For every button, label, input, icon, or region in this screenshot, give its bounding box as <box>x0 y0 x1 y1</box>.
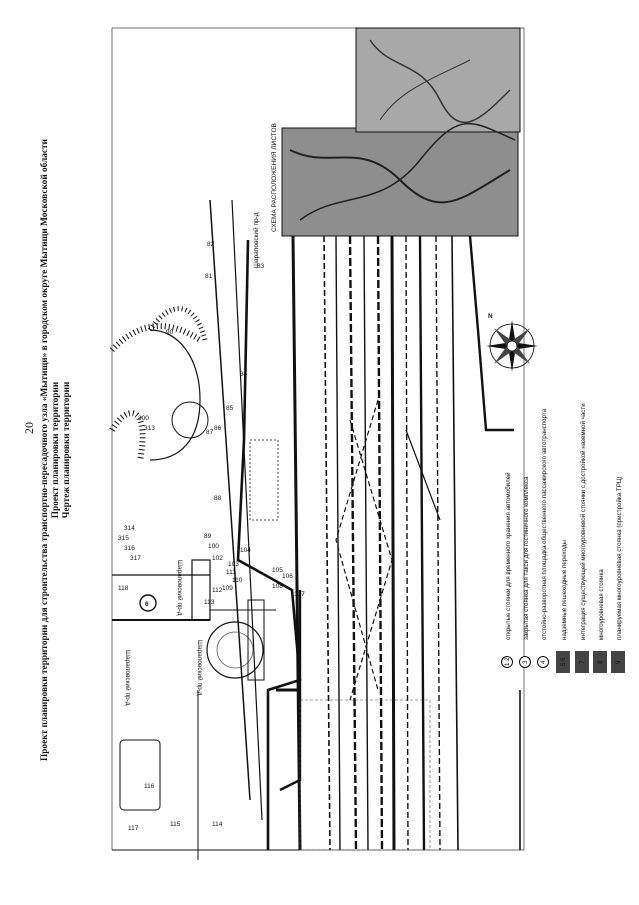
compass-rose <box>486 313 538 372</box>
point-label: 84 <box>240 371 248 378</box>
point-label: 314 <box>124 525 135 532</box>
page-number: 20 <box>22 422 36 434</box>
point-label: 85 <box>226 405 234 412</box>
point-label: 90 <box>166 329 174 336</box>
legend-text: открытые стоянки для временного хранения автомобилей <box>505 472 512 640</box>
track-line <box>406 236 408 850</box>
point-label: 108 <box>272 583 283 590</box>
svg-text:8: 8 <box>597 660 604 664</box>
svg-text:1 2: 1 2 <box>504 657 511 666</box>
point-label: 102 <box>212 555 223 562</box>
point-label: 86 <box>214 425 222 432</box>
point-label: 316 <box>124 545 135 552</box>
point-label: 82 <box>207 241 215 248</box>
svg-text:7: 7 <box>579 660 586 664</box>
legend-text: надземные пешеходные переходы <box>561 540 568 640</box>
track-line <box>436 236 440 850</box>
legend-item <box>575 651 589 673</box>
schema-sheet-upper <box>356 28 520 132</box>
compass-center <box>507 341 517 351</box>
legend-text: планируемая многоуровневая стоянка (пристройка ТРЦ) <box>616 476 623 640</box>
point-label: 111 <box>226 569 236 576</box>
parcel-outline <box>250 440 278 520</box>
legend-text: многоуровневая стоянка <box>598 569 605 640</box>
svg-text:5 6: 5 6 <box>560 657 567 666</box>
track-line <box>392 236 394 850</box>
point-label: 315 <box>118 535 129 542</box>
street-label: Шараповский пр-д <box>176 560 183 616</box>
building-outline <box>192 560 210 620</box>
point-label: 113 <box>204 599 215 606</box>
schema-sheet-lower <box>282 128 518 236</box>
boundary-line <box>470 236 514 430</box>
point-label: 313 <box>144 425 155 432</box>
track-line <box>420 236 424 850</box>
point-label: 83 <box>257 263 265 270</box>
point-label: 100 <box>208 543 219 550</box>
legend-text: отстойно-разворотная площадка общественного пассажирского автотранспорта <box>541 408 548 640</box>
point-label: 87 <box>206 429 214 436</box>
svg-text:9: 9 <box>615 660 622 664</box>
legend-item <box>556 651 570 673</box>
compass-label: N <box>488 313 493 320</box>
point-label: 81 <box>205 273 213 280</box>
legend-text: закрытая стоянка для такси для гостиничного комплекса <box>523 476 530 640</box>
roundabout <box>172 402 208 438</box>
point-label: 114 <box>212 821 223 828</box>
svg-text:3: 3 <box>522 660 529 664</box>
track-line <box>378 236 382 850</box>
point-label: 106 <box>282 573 293 580</box>
point-label: 107 <box>294 591 305 598</box>
track-switch <box>350 420 392 700</box>
legend-item <box>520 657 531 668</box>
title-line-3: Чертеж планировки территории <box>62 381 72 519</box>
track-line <box>364 236 368 850</box>
point-label: 116 <box>144 783 155 790</box>
legend-item <box>611 651 625 673</box>
title-line-1: Проект планировки территории для строительства транспортно-пересадочного узла «Мытищи» в городском округе Мытищи Московской области <box>40 139 50 761</box>
svg-text:4: 4 <box>540 660 547 664</box>
track-line <box>452 236 458 850</box>
track-line <box>324 236 330 850</box>
legend-item <box>593 651 607 673</box>
track-line <box>350 236 356 850</box>
marker-label: 6 <box>145 601 149 608</box>
point-label: 89 <box>204 533 212 540</box>
street-label: Шараповский пр-д <box>253 212 260 268</box>
track-switch <box>406 430 440 520</box>
roundabout-edge <box>150 330 200 460</box>
point-label: 110 <box>232 577 243 584</box>
building-outline <box>120 740 160 810</box>
legend-item <box>538 657 549 668</box>
point-label: 88 <box>214 495 222 502</box>
legend-item <box>502 657 513 668</box>
point-label: 109 <box>222 585 233 592</box>
track-line <box>336 236 340 850</box>
street-label: Шараповский пр-д <box>124 650 131 706</box>
schema-label: СХЕМА РАСПОЛОЖЕНИЯ ЛИСТОВ <box>271 123 278 232</box>
legend <box>502 403 626 673</box>
point-label: 317 <box>130 555 141 562</box>
plaza-circle <box>207 622 263 678</box>
point-label: 300 <box>138 415 149 422</box>
fan-hatch <box>112 326 200 350</box>
title-line-2: Проект планировки территории <box>51 381 61 519</box>
urban-area <box>112 200 430 860</box>
point-label: 105 <box>272 567 283 574</box>
point-label: 104 <box>240 547 251 554</box>
point-label: 103 <box>228 561 239 568</box>
point-label: 118 <box>118 585 129 592</box>
legend-text: интеграция существующей многоуровневой стоянки с достройкой наземной части <box>580 403 587 640</box>
railway-tracks <box>293 236 458 850</box>
point-label: 112 <box>212 587 223 594</box>
point-label: 115 <box>170 821 181 828</box>
street-label: Шараповский пр-д <box>196 640 203 696</box>
platform-area <box>300 700 430 850</box>
point-label: 117 <box>128 825 139 832</box>
sheet-layout-schema <box>271 28 520 236</box>
fan-hatch <box>150 309 205 340</box>
